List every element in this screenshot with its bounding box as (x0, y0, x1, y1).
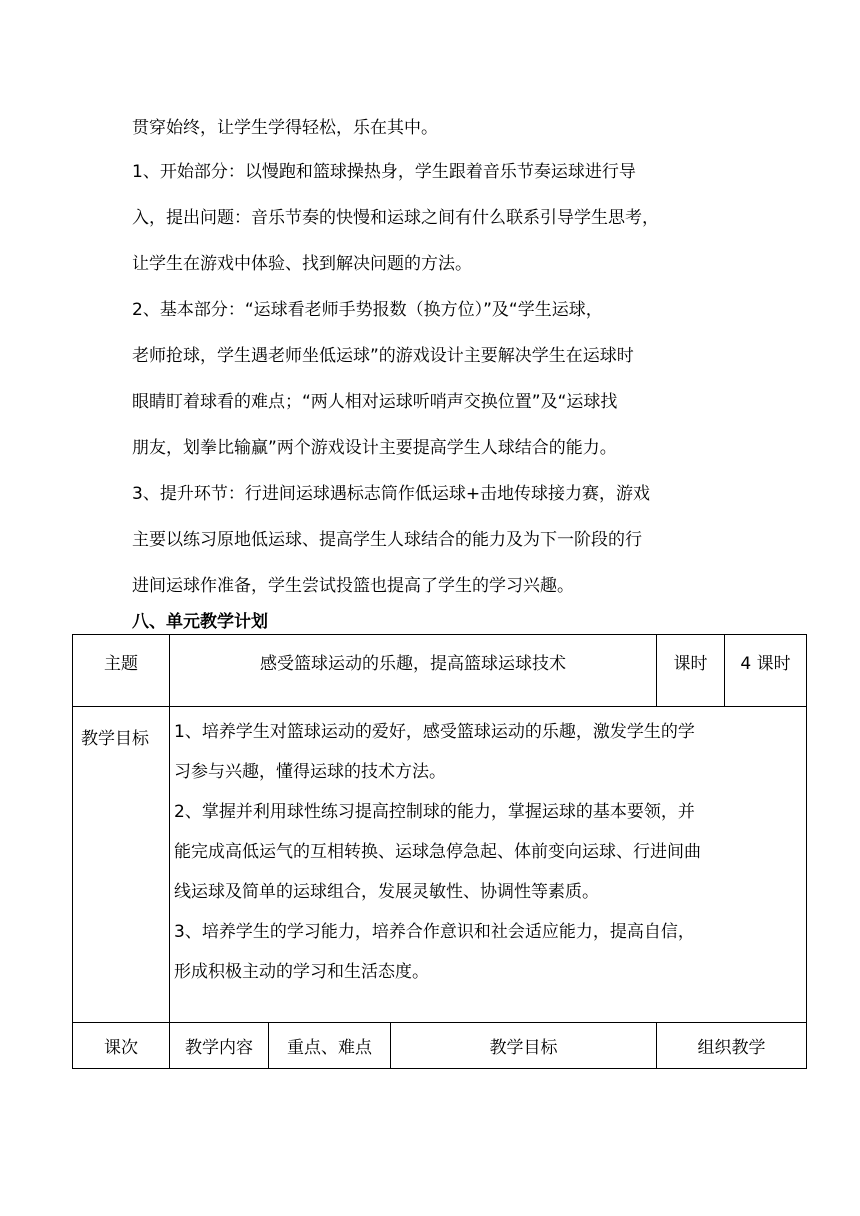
paragraph-line: 眼睛盯着球看的难点；“两人相对运球听哨声交换位置”及“运球找 (132, 392, 618, 412)
topic-label: 主题 (73, 635, 170, 707)
paragraph-line: 朋友，划拳比输赢”两个游戏设计主要提高学生人球结合的能力。 (132, 438, 617, 458)
header-teaching-objectives: 教学目标 (391, 1023, 657, 1069)
header-teaching-content: 教学内容 (170, 1023, 269, 1069)
section-heading: 八、单元教学计划 (132, 612, 268, 632)
paragraph-line: 3、提升环节：行进间运球遇标志筒作低运球+击地传球接力赛，游戏 (132, 484, 651, 504)
unit-plan-table (72, 634, 807, 1069)
paragraph-line: 进间运球作准备，学生尝试投篮也提高了学生的学习兴趣。 (132, 576, 574, 596)
paragraph-line: 入，提出问题：音乐节奏的快慢和运球之间有什么联系引导学生思考， (132, 208, 659, 228)
hours-value: 4 课时 (725, 635, 807, 707)
objectives-label: 教学目标 (73, 707, 170, 1023)
topic-row (73, 635, 807, 707)
header-row (73, 1023, 807, 1069)
objective-line: 线运球及简单的运球组合，发展灵敏性、协调性等素质。 (174, 882, 599, 902)
paragraph-line: 贯穿始终，让学生学得轻松，乐在其中。 (132, 118, 438, 138)
paragraph-line: 1、开始部分：以慢跑和篮球操热身，学生跟着音乐节奏运球进行导 (132, 162, 636, 182)
paragraph-line: 主要以练习原地低运球、提高学生人球结合的能力及为下一阶段的行 (132, 530, 642, 550)
paragraph-line: 让学生在游戏中体验、找到解决问题的方法。 (132, 254, 472, 274)
topic-value: 感受篮球运动的乐趣，提高篮球运球技术 (170, 635, 657, 707)
paragraph-line: 老师抢球，学生遇老师坐低运球”的游戏设计主要解决学生在运球时 (132, 346, 634, 366)
objectives-content (170, 707, 807, 1023)
header-key-points: 重点、难点 (269, 1023, 391, 1069)
objective-line: 2、掌握并利用球性练习提高控制球的能力，掌握运球的基本要领，并 (174, 802, 695, 822)
header-organization: 组织教学 (657, 1023, 807, 1069)
header-lesson-number: 课次 (73, 1023, 170, 1069)
objectives-row (73, 707, 807, 1023)
hours-label: 课时 (657, 635, 725, 707)
objective-line: 习参与兴趣，懂得运球的技术方法。 (174, 762, 446, 782)
objective-line: 3、培养学生的学习能力，培养合作意识和社会适应能力，提高自信， (174, 922, 695, 942)
objective-line: 1、培养学生对篮球运动的爱好，感受篮球运动的乐趣，激发学生的学 (174, 722, 695, 742)
objective-line: 能完成高低运气的互相转换、运球急停急起、体前变向运球、行进间曲 (174, 842, 701, 862)
objective-line: 形成积极主动的学习和生活态度。 (174, 962, 429, 982)
paragraph-line: 2、基本部分：“运球看老师手势报数（换方位）”及“学生运球， (132, 300, 603, 320)
